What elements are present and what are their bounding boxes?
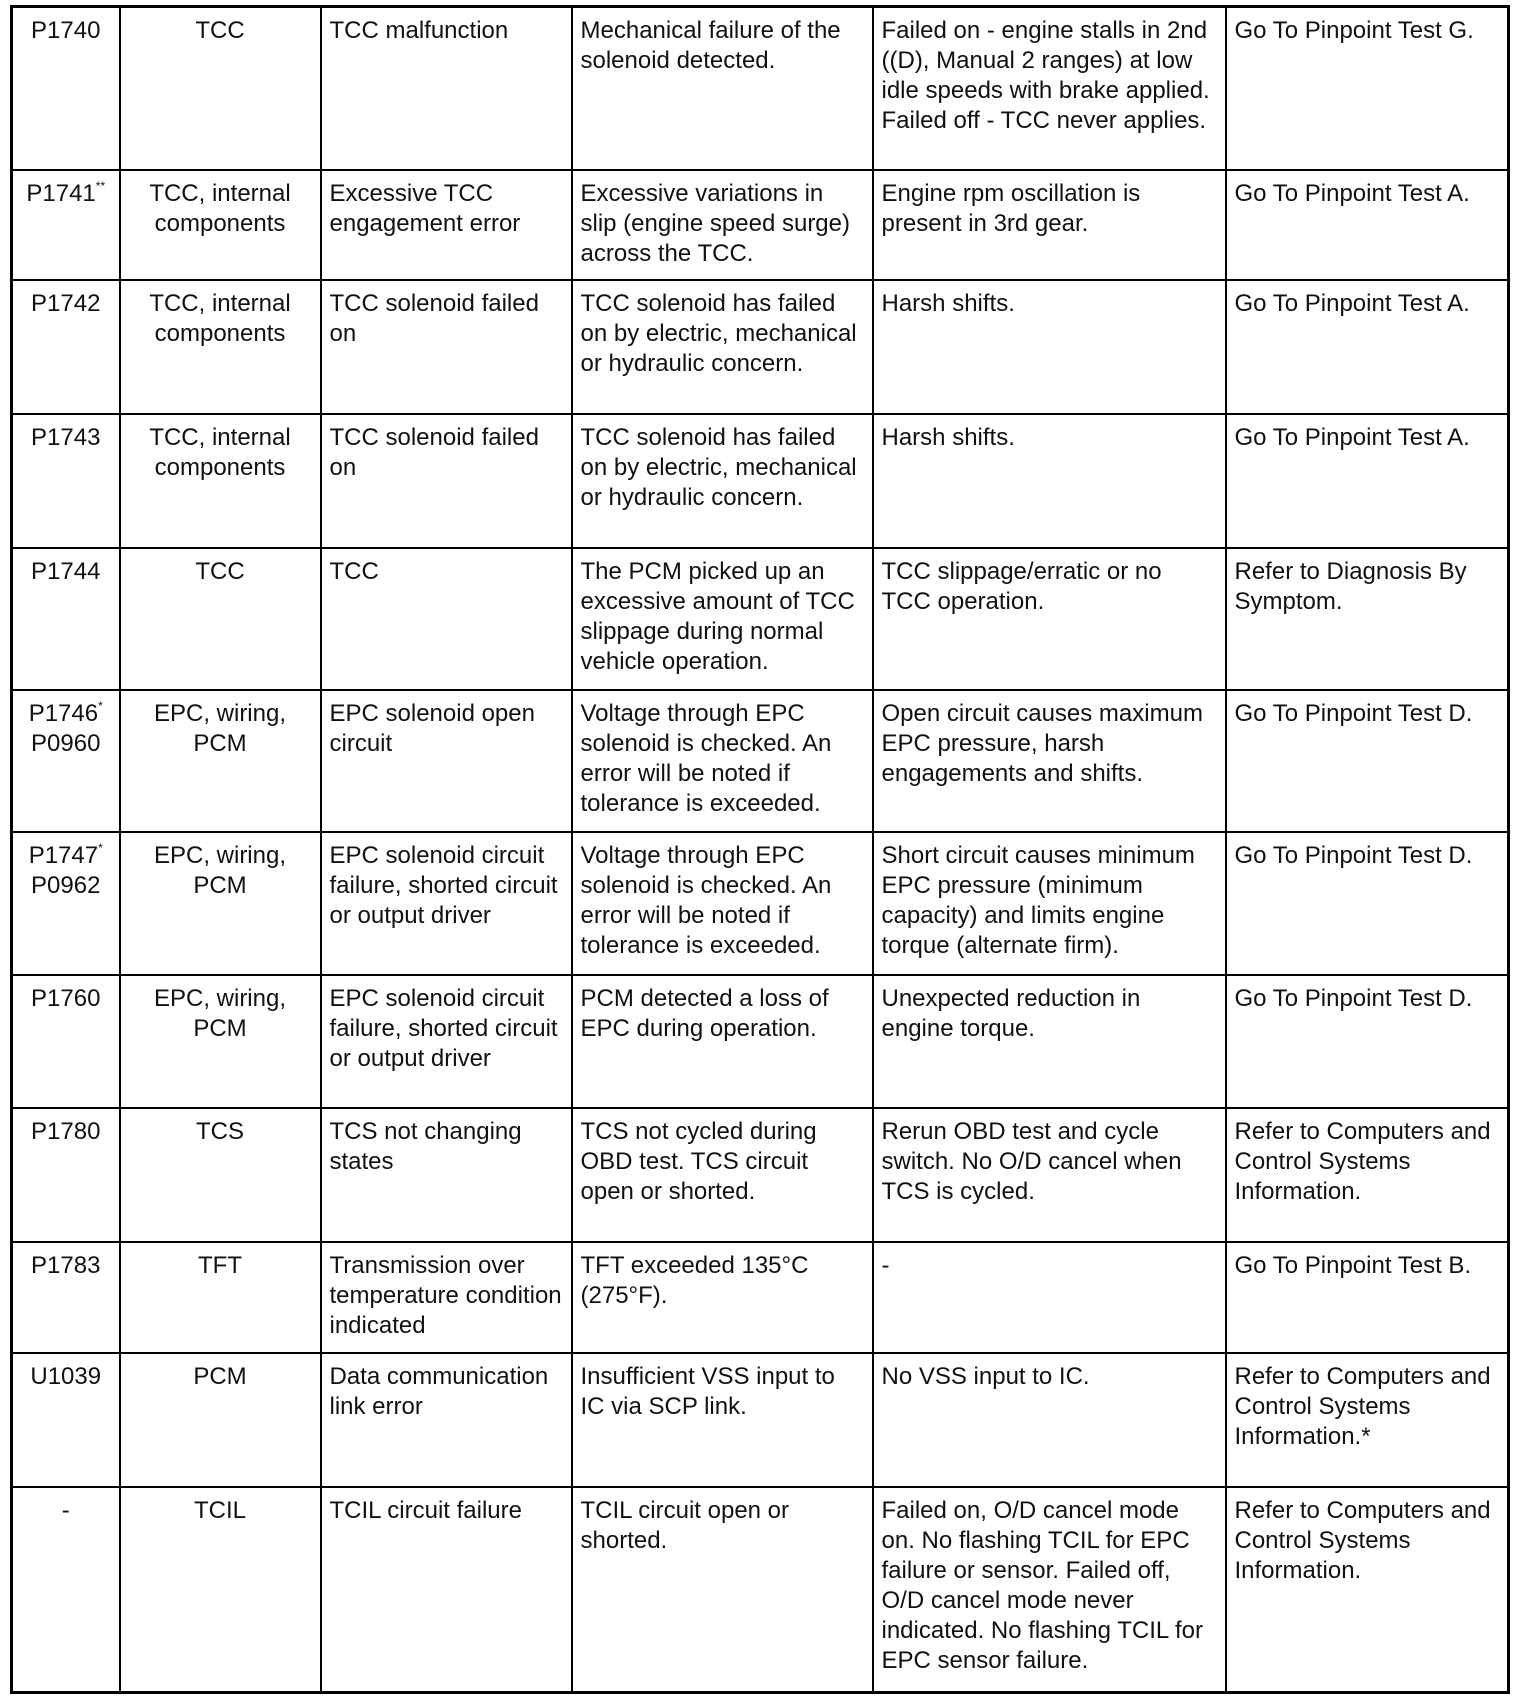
dtc-code — [15, 557, 117, 587]
dtc-description: Excessive TCC engagement error — [321, 170, 572, 281]
dtc-code — [15, 984, 117, 1014]
dtc-code-cell — [12, 690, 120, 832]
dtc-code-text: P1780 — [31, 1118, 101, 1146]
dtc-table — [10, 5, 1510, 1694]
dtc-condition: TCC solenoid has failed on by electric, mechanical or hydraulic concern. — [572, 414, 873, 548]
dtc-code-text: P0960 — [31, 730, 101, 758]
dtc-component: TCS — [120, 1108, 321, 1242]
dtc-code-cell — [12, 548, 120, 690]
dtc-symptom: No VSS input to IC. — [873, 1353, 1226, 1487]
dtc-code-cell — [12, 1353, 120, 1487]
dtc-action: Go To Pinpoint Test D. — [1226, 832, 1509, 974]
dtc-code — [15, 1362, 117, 1392]
dtc-symptom: Unexpected reduction in engine torque. — [873, 975, 1226, 1109]
dtc-code-cell — [12, 1242, 120, 1353]
dtc-symptom: Failed on - engine stalls in 2nd ((D), Manual 2 ranges) at low idle speeds with brake applied. Failed off - TCC never applies. — [873, 7, 1226, 170]
table-row — [12, 280, 1509, 414]
dtc-symptom: Harsh shifts. — [873, 280, 1226, 414]
dtc-component: PCM — [120, 1353, 321, 1487]
dtc-component: TCIL — [120, 1487, 321, 1693]
dtc-component: TCC, internal components — [120, 280, 321, 414]
dtc-symptom: Short circuit causes minimum EPC pressure (minimum capacity) and limits engine torque (alternate firm). — [873, 832, 1226, 974]
dtc-condition: PCM detected a loss of EPC during operation. — [572, 975, 873, 1109]
table-row — [12, 690, 1509, 832]
table-row — [12, 7, 1509, 170]
dtc-code-text: - — [61, 1496, 70, 1524]
dtc-component: EPC, wiring, PCM — [120, 690, 321, 832]
dtc-condition: Mechanical failure of the solenoid detected. — [572, 7, 873, 170]
dtc-condition: Insufficient VSS input to IC via SCP link. — [572, 1353, 873, 1487]
dtc-description: TCS not changing states — [321, 1108, 572, 1242]
dtc-symptom: - — [873, 1242, 1226, 1353]
dtc-condition: TCIL circuit open or shorted. — [572, 1487, 873, 1693]
dtc-symptom: TCC slippage/erratic or no TCC operation. — [873, 548, 1226, 690]
table-row — [12, 1242, 1509, 1353]
dtc-code-text: P1742 — [31, 290, 101, 318]
table-row — [12, 548, 1509, 690]
dtc-condition: Excessive variations in slip (engine speed surge) across the TCC. — [572, 170, 873, 281]
dtc-code — [15, 289, 117, 319]
dtc-description: EPC solenoid circuit failure, shorted circuit or output driver — [321, 975, 572, 1109]
dtc-description: TCC solenoid failed on — [321, 280, 572, 414]
dtc-description: TCIL circuit failure — [321, 1487, 572, 1693]
dtc-code-cell — [12, 832, 120, 974]
dtc-symptom: Failed on, O/D cancel mode on. No flashing TCIL for EPC failure or sensor. Failed off, O/D cancel mode never indicated. No flashing TCIL for EPC sensor failure. — [873, 1487, 1226, 1693]
dtc-code — [15, 699, 117, 729]
dtc-component: TCC, internal components — [120, 170, 321, 281]
dtc-code-text: P1783 — [31, 1252, 101, 1280]
dtc-description: TCC malfunction — [321, 7, 572, 170]
dtc-action: Go To Pinpoint Test G. — [1226, 7, 1509, 170]
dtc-component: TCC — [120, 7, 321, 170]
dtc-condition: TCC solenoid has failed on by electric, mechanical or hydraulic concern. — [572, 280, 873, 414]
dtc-action: Go To Pinpoint Test A. — [1226, 280, 1509, 414]
table-row — [12, 1353, 1509, 1487]
dtc-code — [15, 1496, 117, 1526]
dtc-condition: The PCM picked up an excessive amount of TCC slippage during normal vehicle operation. — [572, 548, 873, 690]
dtc-symptom: Engine rpm oscillation is present in 3rd gear. — [873, 170, 1226, 281]
dtc-description: EPC solenoid open circuit — [321, 690, 572, 832]
dtc-code-text: U1039 — [30, 1363, 102, 1391]
dtc-component: EPC, wiring, PCM — [120, 832, 321, 974]
dtc-action: Go To Pinpoint Test A. — [1226, 414, 1509, 548]
table-row — [12, 832, 1509, 974]
dtc-action: Refer to Computers and Control Systems Information.* — [1226, 1353, 1509, 1487]
dtc-code-cell — [12, 414, 120, 548]
table-row — [12, 414, 1509, 548]
dtc-code — [15, 871, 117, 901]
dtc-action: Refer to Computers and Control Systems Information. — [1226, 1487, 1509, 1693]
dtc-action: Go To Pinpoint Test A. — [1226, 170, 1509, 281]
dtc-code — [15, 1117, 117, 1147]
dtc-code-cell — [12, 975, 120, 1109]
dtc-description: TCC solenoid failed on — [321, 414, 572, 548]
dtc-description: EPC solenoid circuit failure, shorted circuit or output driver — [321, 832, 572, 974]
dtc-component: TCC — [120, 548, 321, 690]
dtc-code-cell — [12, 1487, 120, 1693]
table-row — [12, 1487, 1509, 1693]
footnote-marker: ** — [95, 178, 106, 193]
dtc-description: Data communication link error — [321, 1353, 572, 1487]
dtc-code-cell — [12, 1108, 120, 1242]
dtc-condition: TFT exceeded 135°C (275°F). — [572, 1242, 873, 1353]
dtc-table-body — [12, 7, 1509, 1693]
dtc-code — [15, 1251, 117, 1281]
dtc-condition: Voltage through EPC solenoid is checked. An error will be noted if tolerance is exceeded. — [572, 690, 873, 832]
dtc-code — [15, 729, 117, 759]
dtc-description: Transmission over temperature condition indicated — [321, 1242, 572, 1353]
dtc-description: TCC — [321, 548, 572, 690]
dtc-symptom: Open circuit causes maximum EPC pressure, harsh engagements and shifts. — [873, 690, 1226, 832]
dtc-component: TCC, internal components — [120, 414, 321, 548]
dtc-code-text: P1740 — [31, 17, 101, 44]
dtc-code-text: P1747 — [28, 842, 99, 870]
dtc-code — [15, 179, 117, 209]
dtc-code — [15, 841, 117, 871]
dtc-condition: TCS not cycled during OBD test. TCS circuit open or shorted. — [572, 1108, 873, 1242]
dtc-code — [15, 423, 117, 453]
dtc-action: Go To Pinpoint Test D. — [1226, 975, 1509, 1109]
dtc-component: EPC, wiring, PCM — [120, 975, 321, 1109]
dtc-code-text: P1760 — [31, 984, 101, 1012]
dtc-code-text: P1743 — [31, 424, 101, 452]
dtc-symptom: Harsh shifts. — [873, 414, 1226, 548]
dtc-condition: Voltage through EPC solenoid is checked. An error will be noted if tolerance is exceeded. — [572, 832, 873, 974]
table-row — [12, 170, 1509, 281]
dtc-symptom: Rerun OBD test and cycle switch. No O/D cancel when TCS is cycled. — [873, 1108, 1226, 1242]
footnote-marker: * — [98, 841, 103, 856]
dtc-action: Go To Pinpoint Test B. — [1226, 1242, 1509, 1353]
dtc-code-cell — [12, 170, 120, 281]
dtc-action: Refer to Diagnosis By Symptom. — [1226, 548, 1509, 690]
dtc-code — [15, 16, 117, 46]
dtc-code-text: P1746 — [28, 700, 99, 728]
dtc-code-cell — [12, 7, 120, 170]
dtc-code-text: P0962 — [31, 872, 101, 900]
table-row — [12, 1108, 1509, 1242]
dtc-code-text: P1741 — [26, 179, 96, 207]
dtc-code-cell — [12, 280, 120, 414]
dtc-action: Refer to Computers and Control Systems Information. — [1226, 1108, 1509, 1242]
dtc-component: TFT — [120, 1242, 321, 1353]
dtc-code-text: P1744 — [31, 558, 101, 586]
table-row — [12, 975, 1509, 1109]
dtc-action: Go To Pinpoint Test D. — [1226, 690, 1509, 832]
footnote-marker: * — [98, 699, 103, 714]
